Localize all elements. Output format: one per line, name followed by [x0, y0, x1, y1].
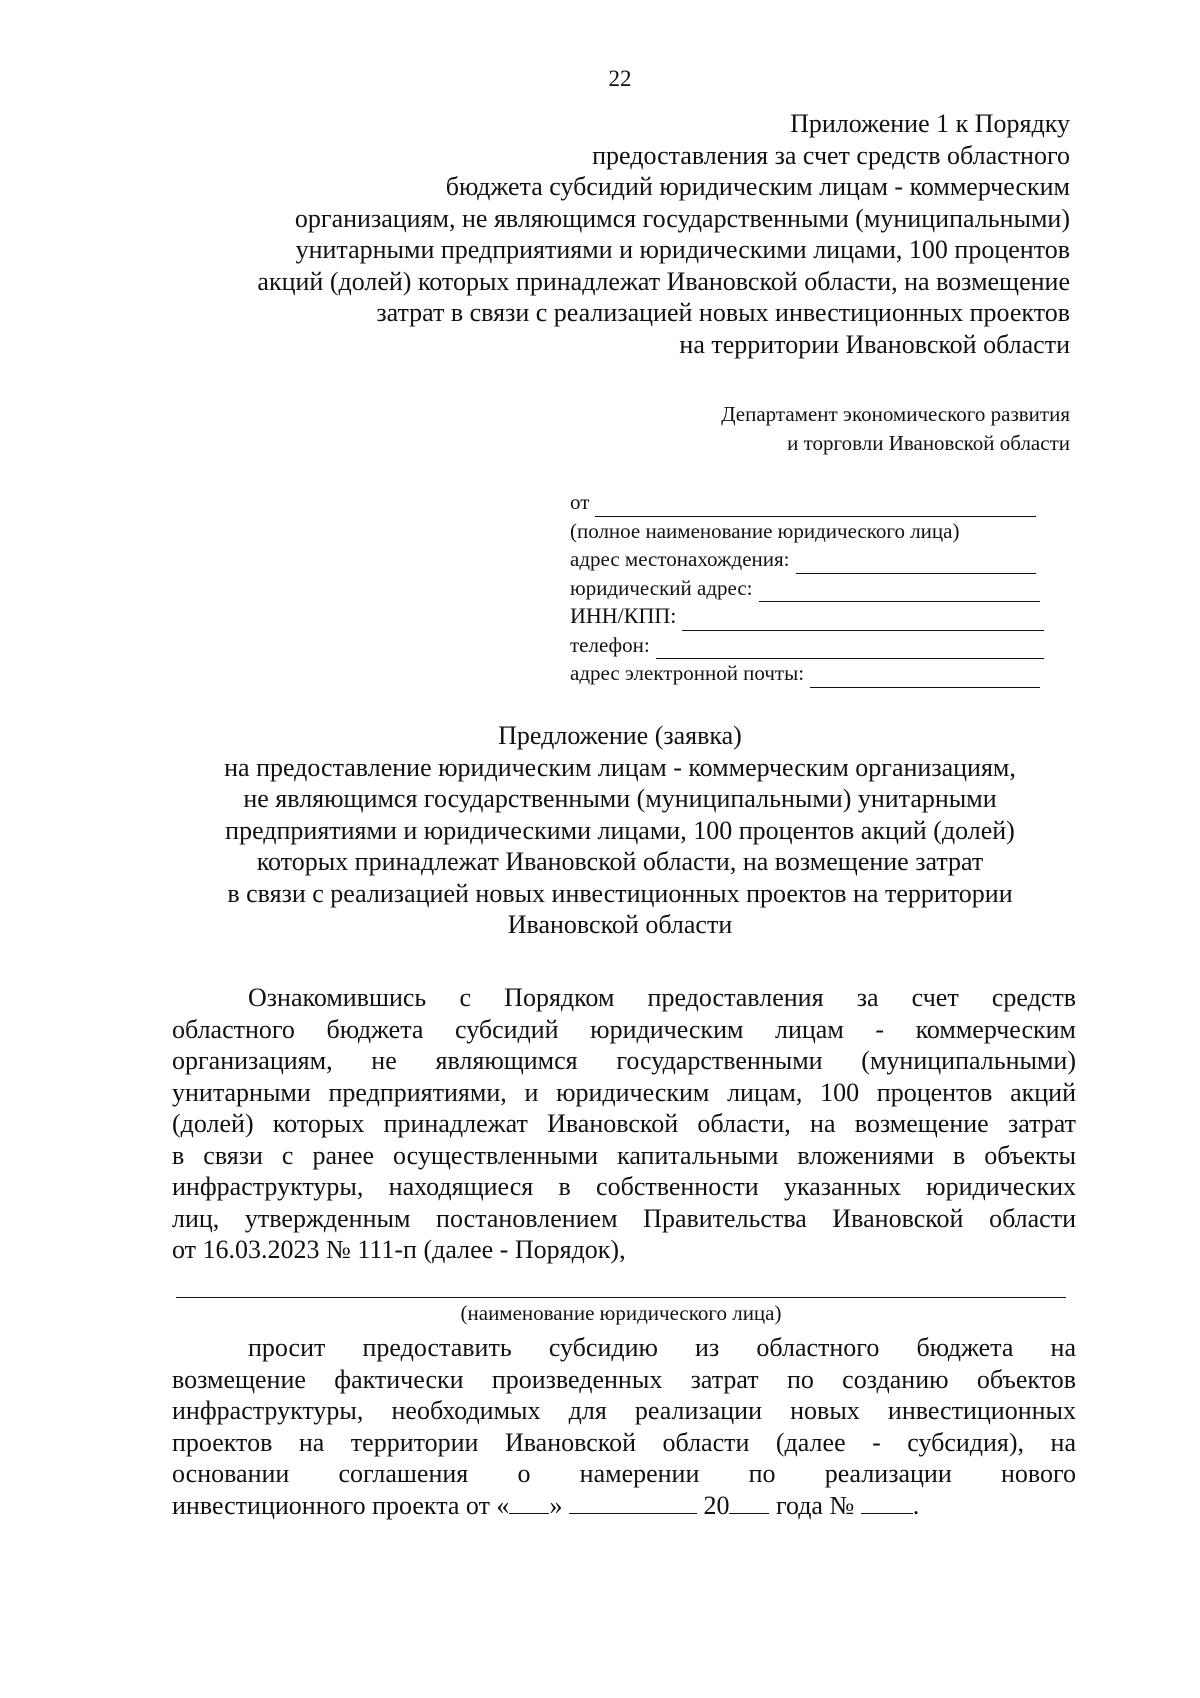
paragraph-line: организациям, не являющимся государственными (муниципальными) — [172, 1046, 1076, 1075]
from-label: от — [570, 490, 590, 514]
appendix-header — [170, 108, 1070, 360]
appendix-line: затрат в связи с реализацией новых инвестиционных проектов — [376, 298, 1070, 327]
paragraph-line: унитарными предприятиями, и юридическим лицам, 100 процентов акций — [172, 1077, 1076, 1107]
month-blank[interactable] — [569, 1491, 697, 1514]
paragraph-line: инфраструктуры, находящиеся в собственности указанных юридических — [172, 1172, 1076, 1201]
title-line: предприятиями и юридическими лицами, 100 процентов акций (долей) — [225, 815, 1015, 845]
title-line: Ивановской области — [507, 910, 733, 939]
appendix-line: на территории Ивановской области — [679, 329, 1070, 359]
paragraph-line: проектов на территории Ивановской области (далее - субсидия), на — [172, 1427, 1076, 1457]
email-label: адрес электронной почты: — [570, 661, 805, 685]
paragraph-familiarization — [172, 982, 1076, 1266]
paragraph-line: Ознакомившись с Порядком предоставления за счет средств — [248, 983, 1076, 1012]
agreement-prefix: инвестиционного проекта от « — [172, 1490, 510, 1520]
paragraph-line: просит предоставить субсидию из областного бюджета на — [248, 1333, 1076, 1362]
title-line: Предложение (заявка) — [498, 721, 742, 750]
paragraph-line: областного бюджета субсидий юридическим лицам - коммерческим — [172, 1014, 1076, 1044]
inn-kpp-label: ИНН/КПП: — [570, 603, 677, 628]
paragraph-line: от 16.03.2023 № 111-п (далее - Порядок), — [172, 1235, 626, 1264]
paragraph-request — [172, 1332, 1076, 1521]
appendix-line: акций (долей) которых принадлежат Ивановской области, на возмещение — [257, 266, 1070, 296]
recipient-line: и торговли Ивановской области — [787, 431, 1070, 455]
from-blank[interactable] — [595, 496, 1036, 517]
day-blank[interactable] — [509, 1491, 549, 1514]
year-number-label: года № — [775, 1490, 855, 1520]
from-row — [570, 488, 1070, 517]
sentence-end: . — [912, 1490, 920, 1520]
document-title — [170, 720, 1070, 941]
appendix-line: предоставления за счет средств областного — [592, 140, 1070, 170]
recipient-block — [470, 400, 1070, 458]
inn-kpp-blank[interactable] — [682, 610, 1044, 631]
title-line: не являющимся государственными (муниципальными) унитарными — [243, 784, 997, 813]
legal-address-label: юридический адрес: — [570, 575, 753, 600]
title-line: на предоставление юридическим лицам - коммерческим организациям, — [224, 752, 1016, 782]
phone-blank[interactable] — [656, 638, 1044, 659]
appendix-line: организациям, не являющимся государственными (муниципальными) — [294, 203, 1070, 233]
year-blank[interactable] — [729, 1491, 769, 1514]
full-name-caption-row — [570, 517, 1070, 546]
entity-name-blank[interactable] — [176, 1297, 1066, 1298]
legal-address-blank[interactable] — [759, 581, 1040, 602]
appendix-line: Приложение 1 к Порядку — [790, 109, 1070, 138]
email-row — [570, 659, 1070, 688]
recipient-line: Департамент экономического развития — [721, 402, 1070, 426]
email-blank[interactable] — [810, 667, 1040, 688]
agreement-date-line — [172, 1490, 1076, 1522]
agreement-number-blank[interactable] — [861, 1491, 913, 1514]
title-line: которых принадлежат Ивановской области, на возмещение затрат — [256, 847, 984, 876]
inn-kpp-row — [570, 602, 1070, 631]
sender-block — [570, 488, 1070, 688]
legal-address-row — [570, 574, 1070, 603]
location-row — [570, 545, 1070, 574]
year-prefix: 20 — [703, 1490, 730, 1520]
paragraph-line: в связи с ранее осуществленными капитальными вложениями в объекты — [172, 1140, 1076, 1170]
entity-name-caption: (наименование юридического лица) — [460, 1301, 782, 1325]
location-blank[interactable] — [796, 553, 1037, 574]
paragraph-line: основании соглашения о намерении по реализации нового — [172, 1459, 1076, 1488]
appendix-line: унитарными предприятиями и юридическими лицами, 100 процентов — [295, 235, 1070, 264]
paragraph-line: инфраструктуры, необходимых для реализации новых инвестиционных — [172, 1396, 1076, 1425]
quote-close: » — [549, 1490, 563, 1520]
paragraph-line: (долей) которых принадлежат Ивановской области, на возмещение затрат — [172, 1109, 1076, 1138]
page-number: 22 — [608, 66, 632, 91]
phone-label: телефон: — [570, 632, 650, 657]
full-name-caption: (полное наименование юридического лица) — [570, 518, 960, 543]
paragraph-line: возмещение фактически произведенных затрат по созданию объектов — [172, 1364, 1076, 1394]
title-line: в связи с реализацией новых инвестиционных проектов на территории — [227, 878, 1013, 908]
appendix-line: бюджета субсидий юридическим лицам - коммерческим — [445, 172, 1070, 201]
location-label: адрес местонахождения: — [570, 547, 790, 571]
phone-row — [570, 631, 1070, 660]
paragraph-line: лиц, утвержденным постановлением Правительства Ивановской области — [172, 1203, 1076, 1233]
